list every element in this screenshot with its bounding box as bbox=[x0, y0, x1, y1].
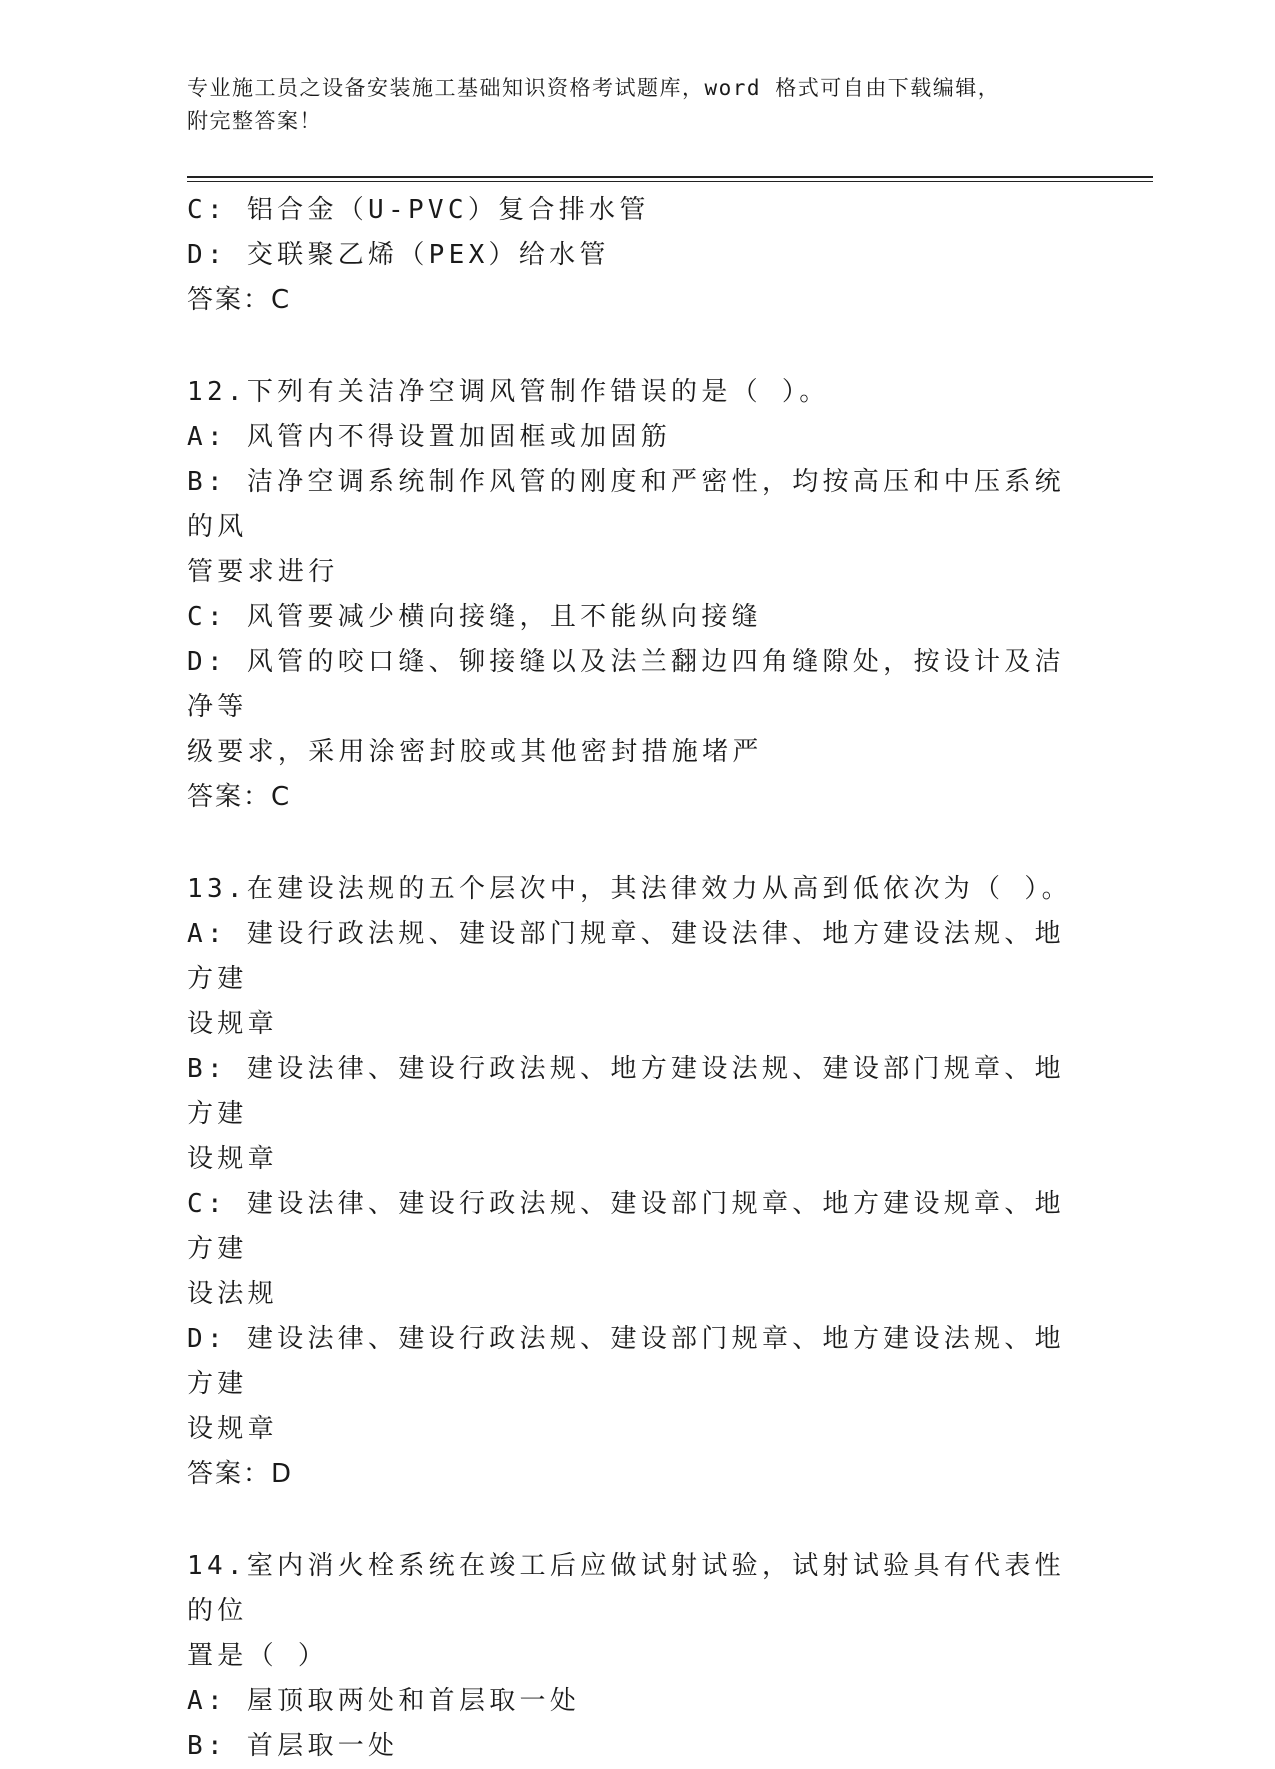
option-c: C: 风管要减少横向接缝，且不能纵向接缝 bbox=[187, 602, 762, 632]
question-13 bbox=[187, 867, 1077, 1497]
option-c-continued: 设法规 bbox=[187, 1279, 278, 1309]
header-line-1: 专业施工员之设备安装施工基础知识资格考试题库，word 格式可自由下载编辑， bbox=[187, 76, 1001, 100]
answer: 答案：D bbox=[187, 1459, 294, 1489]
option-b-continued: 设规章 bbox=[187, 1144, 278, 1174]
option-b: B: 首层取一处 bbox=[187, 1731, 399, 1761]
option-b-continued: 管要求进行 bbox=[187, 557, 339, 587]
question-stem: 13.在建设法规的五个层次中，其法律效力从高到低依次为（ ）。 bbox=[187, 874, 1072, 904]
question-14 bbox=[187, 1544, 1077, 1769]
document-header bbox=[187, 72, 1067, 138]
header-line-2: 附完整答案！ bbox=[187, 109, 322, 133]
question-stem: 14.室内消火栓系统在竣工后应做试射试验，试射试验具有代表性的位 bbox=[187, 1551, 1065, 1626]
question-11-carryover bbox=[187, 188, 1077, 323]
spacer bbox=[187, 1497, 1077, 1544]
option-a: A: 建设行政法规、建设部门规章、建设法律、地方建设法规、地方建 bbox=[187, 919, 1065, 994]
question-stem: 12.下列有关洁净空调风管制作错误的是（ ）。 bbox=[187, 377, 830, 407]
question-12 bbox=[187, 370, 1077, 820]
answer: 答案：C bbox=[187, 782, 292, 812]
option-b: B: 建设法律、建设行政法规、地方建设法规、建设部门规章、地方建 bbox=[187, 1054, 1065, 1129]
option-a-continued: 设规章 bbox=[187, 1009, 278, 1039]
spacer bbox=[187, 323, 1077, 370]
option-b: B: 洁净空调系统制作风管的刚度和严密性，均按高压和中压系统的风 bbox=[187, 467, 1065, 542]
option-c: C: 建设法律、建设行政法规、建设部门规章、地方建设规章、地方建 bbox=[187, 1189, 1065, 1264]
header-divider-thin bbox=[187, 181, 1153, 182]
header-divider-thick bbox=[187, 176, 1153, 178]
option-d: D: 风管的咬口缝、铆接缝以及法兰翻边四角缝隙处，按设计及洁净等 bbox=[187, 647, 1065, 722]
option-c: C: 铝合金（U-PVC）复合排水管 bbox=[187, 195, 650, 225]
question-content bbox=[187, 188, 1077, 1769]
spacer bbox=[187, 820, 1077, 867]
option-d: D: 交联聚乙烯（PEX）给水管 bbox=[187, 240, 610, 270]
option-d-continued: 设规章 bbox=[187, 1414, 278, 1444]
option-d-continued: 级要求，采用涂密封胶或其他密封措施堵严 bbox=[187, 737, 763, 767]
question-stem-continued: 置是（ ） bbox=[187, 1641, 329, 1671]
option-a: A: 屋顶取两处和首层取一处 bbox=[187, 1686, 581, 1716]
option-a: A: 风管内不得设置加固框或加固筋 bbox=[187, 422, 672, 452]
option-d: D: 建设法律、建设行政法规、建设部门规章、地方建设法规、地方建 bbox=[187, 1324, 1065, 1399]
answer: 答案：C bbox=[187, 285, 292, 315]
